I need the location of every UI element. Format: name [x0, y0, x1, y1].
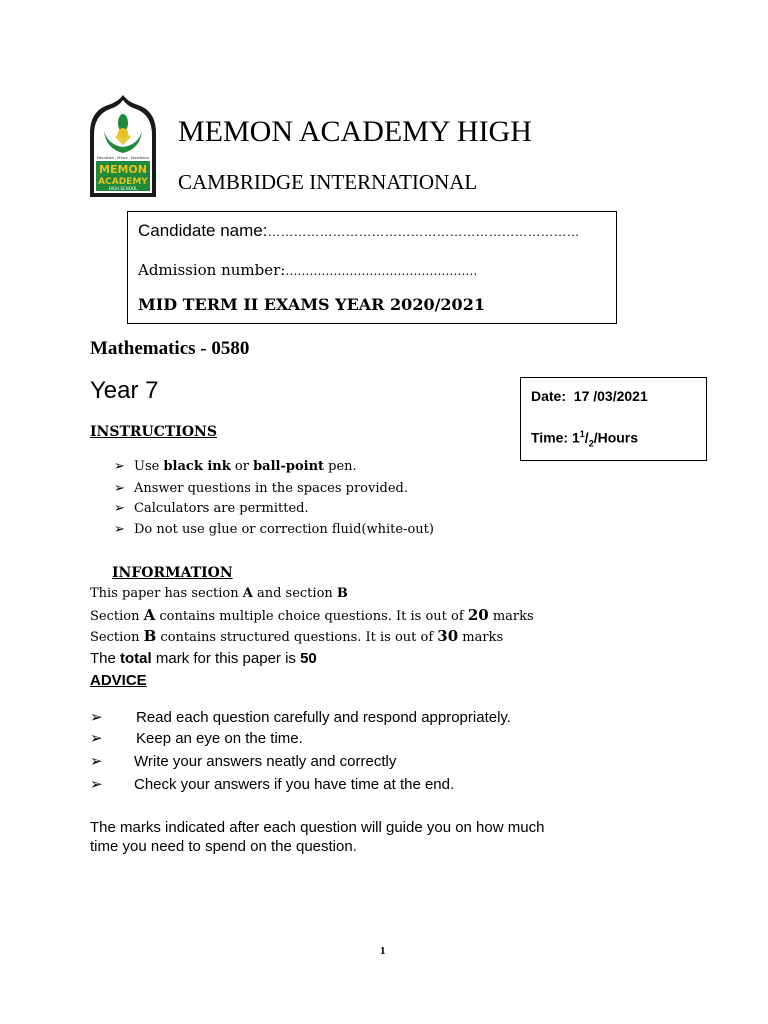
advice-item [90, 752, 396, 771]
advice-item [90, 775, 454, 794]
exam-title: MID TERM II EXAMS YEAR 2020/2021 [138, 295, 485, 314]
advice-text: Check your answers if you have time at the end. [134, 776, 455, 793]
admission-number-field[interactable]: ………………………………………… [285, 264, 478, 278]
arrow-bullet-icon: ➢ [90, 730, 103, 747]
svg-text:MEMON: MEMON [99, 163, 147, 176]
advice-heading: ADVICE [90, 672, 147, 689]
time-whole: 1 [571, 429, 580, 446]
advice-text: Write your answers neatly and correctly [134, 753, 397, 770]
instruction-item [114, 521, 434, 538]
exam-date [531, 386, 648, 406]
instruction-text: or [230, 459, 254, 474]
time-numerator: 1 [579, 429, 585, 439]
information-heading: INFORMATION [112, 565, 233, 581]
information-line: This paper has section A and section B [90, 586, 348, 601]
admission-number-row [138, 260, 477, 281]
instruction-item [114, 500, 309, 517]
date-time-box [520, 377, 707, 461]
school-title: MEMON ACADEMY HIGH [178, 115, 532, 148]
subject-heading: Mathematics - 0580 [90, 338, 250, 359]
arrow-bullet-icon: ➢ [114, 481, 125, 496]
instruction-text: Answer questions in the spaces provided. [134, 481, 408, 496]
candidate-info-box [127, 211, 617, 324]
candidate-name-field[interactable]: ……………………………………………………………… [267, 224, 580, 239]
arrow-bullet-icon: ➢ [90, 776, 103, 793]
instruction-text: Use [134, 459, 164, 474]
information-total-line: The total mark for this paper is 50 [90, 650, 317, 667]
candidate-name-row [138, 220, 579, 243]
school-subtitle: CAMBRIDGE INTERNATIONAL [178, 170, 478, 194]
advice-text: Read each question carefully and respond appropriately. [136, 709, 511, 726]
time-unit: /Hours [593, 429, 639, 446]
advice-text: Keep an eye on the time. [136, 730, 303, 747]
marks-guidance-line: The marks indicated after each question will guide you on how much [90, 819, 545, 836]
information-line: Section A contains multiple choice questions. It is out of 20 marks [90, 606, 534, 624]
marks-guidance-line: time you need to spend on the question. [90, 838, 357, 855]
arrow-bullet-icon: ➢ [90, 753, 103, 770]
arrow-bullet-icon: ➢ [114, 459, 125, 474]
arrow-bullet-icon: ➢ [90, 709, 103, 726]
arrow-bullet-icon: ➢ [114, 522, 125, 537]
time-denominator: 2 [588, 438, 594, 449]
instruction-item [114, 480, 408, 497]
instruction-text: Calculators are permitted. [134, 501, 309, 516]
date-label: Date: [531, 388, 567, 404]
svg-text:HIGH SCHOOL: HIGH SCHOOL [108, 186, 138, 191]
advice-item [90, 729, 303, 748]
exam-time [531, 424, 638, 453]
time-separator: / [584, 429, 589, 446]
school-logo [88, 93, 158, 199]
svg-text:Education - Ethics - Excellenc: Education - Ethics - Excellence [97, 156, 149, 160]
admission-number-label: Admission number: [138, 261, 286, 279]
instructions-heading: INSTRUCTIONS [90, 424, 217, 440]
advice-item [90, 708, 511, 727]
instruction-text: pen. [324, 459, 357, 474]
page-number: 1 [380, 945, 386, 957]
candidate-name-label: Candidate name: [138, 221, 268, 240]
instruction-item [114, 458, 357, 475]
information-line: Section B contains structured questions. It is out of 30 marks [90, 627, 504, 645]
svg-text:ACADEMY: ACADEMY [98, 177, 148, 187]
year-heading: Year 7 [90, 377, 159, 404]
instruction-text: Do not use glue or correction fluid(white-out) [134, 522, 434, 537]
arrow-bullet-icon: ➢ [114, 501, 125, 516]
instruction-bold: ball-point [253, 459, 325, 474]
instruction-bold: black ink [163, 459, 231, 474]
time-label: Time: [531, 429, 569, 446]
date-value: 17 /03/2021 [573, 388, 648, 404]
school-crest-icon [88, 93, 158, 199]
